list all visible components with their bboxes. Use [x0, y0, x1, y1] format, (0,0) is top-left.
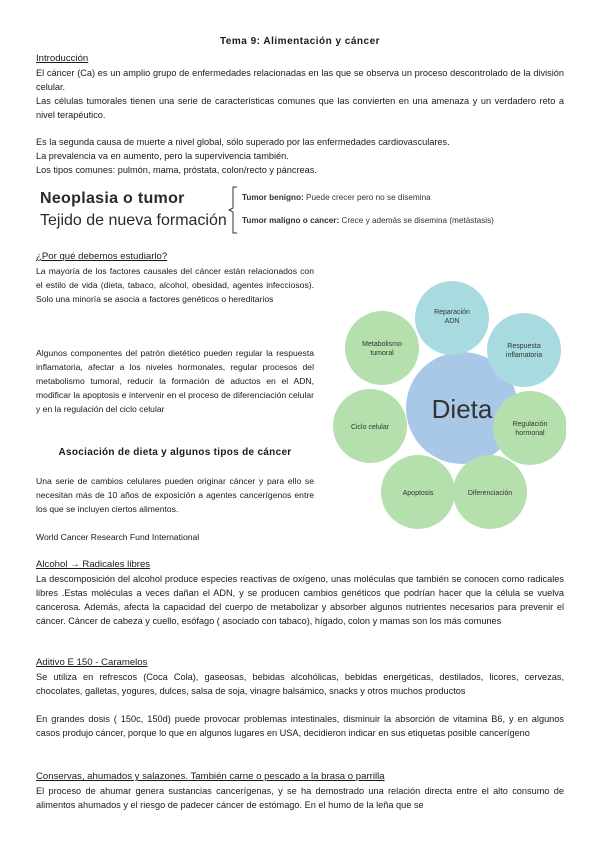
why-paragraph-2: Algunos componentes del patrón dietético pueden regular la respuesta inflamatoria, afectar a los niveles hormonales, regular procesos del metabolismo tumoral, reducir la formación de aductos en el ADN, modificar la apoptosis e intervenir en el proceso de diferenciación celular y en la regulación del ciclo celular [36, 348, 314, 414]
node-diferenciacion-label: Diferenciación [467, 490, 513, 497]
malign-label: Tumor maligno o cancer: [242, 216, 340, 225]
neoplasia-subtitle: Tejido de nueva formación [40, 212, 227, 229]
intro-paragraph-3: Es la segunda causa de muerte a nivel global, sólo superado por las enfermedades cardiovasculares. [36, 137, 450, 147]
benign-tumor-line [242, 193, 431, 202]
diagram-center-label: Dieta [431, 394, 493, 424]
aditivo-heading: Aditivo E 150 - Caramelos [36, 657, 148, 668]
intro-heading: Introducción [36, 53, 89, 64]
asoc-paragraph-2: World Cancer Research Fund International [36, 532, 200, 542]
why-paragraph-1: La mayoría de los factores causales del cáncer están relacionados con el estilo de vida (dieta, tabaco, alcohol, obesidad, agentes infecciosos). Solo una minoría se asocia a factores genéticos o hereditarios [36, 266, 314, 304]
intro-paragraph-2: Las células tumorales tienen una serie de características comunes que las convierten en una amenaza y un verdadero reto a nivel terapéutico. [36, 96, 564, 120]
malign-text: Crece y además se disemina (metástasis) [339, 216, 494, 225]
intro-paragraph-1: El cáncer (Ca) es un amplio grupo de enfermedades relacionadas en las que se observa un proceso descontrolado de la división celular. [36, 68, 564, 92]
alcohol-paragraph: La descomposición del alcohol produce especies reactivas de oxígeno, unas moléculas que también se conocen como radicales libres .Estas moléculas a veces dañan el ADN, y se producen cambios genéticos que podrían hacer que la célula se vuelva cancerosa. Además, afecta la capacidad del cuerpo de metabolizar y absorber algunos nutrientes necesarios para prevenir el cáncer. Cáncer de cabeza y cuello, esófago ( asociado con tabaco), hígado, colon y mamas son los más comunes [36, 574, 564, 626]
conservas-heading: Conservas, ahumados y salazones. También carne o pescado a la brasa o parrilla [36, 771, 385, 782]
node-metabolismo-circle [345, 311, 419, 385]
brace-icon [228, 186, 238, 234]
node-respuesta-circle [487, 313, 561, 387]
node-metabolismo-label: Metabolismo tumoral [362, 341, 402, 357]
benign-text: Puede crecer pero no se disemina [303, 193, 431, 202]
conservas-paragraph: El proceso de ahumar genera sustancias cancerígenas, y se ha demostrado una relación directa entre el alto consumo de alimentos ahumados y el riesgo de padecer cáncer de estómago. En el humo de la leña que se [36, 786, 564, 810]
page-title: Tema 9: Alimentación y cáncer [219, 36, 381, 47]
node-regulacion-label: Regulación hormonal [512, 421, 548, 437]
neoplasia-title: Neoplasia o tumor [40, 190, 185, 207]
node-apoptosis-label: Apoptosis [402, 490, 434, 497]
intro-paragraph-4: La prevalencia va en aumento, pero la supervivencia también. [36, 151, 289, 161]
node-respuesta-label: Respuesta inflamatoria [505, 343, 543, 359]
diet-diagram [326, 268, 566, 538]
asoc-paragraph-1: Una serie de cambios celulares pueden originar cáncer y para ello se necesitan más de 10 años de exposición a agentes cancerígenos entre los que se incluyen ciertos alimentos. [36, 476, 314, 514]
node-reparacion-label: Reparación ADN [434, 309, 470, 325]
asoc-heading: Asociación de dieta y algunos tipos de cáncer [58, 447, 292, 458]
aditivo-paragraph-2: En grandes dosis ( 150c, 150d) puede provocar problemas intestinales, disminuir la absorción de vitamina B6, y en algunos casos produjo cáncer, porque lo que en algunos lugares en USA, decidieron indicar en sus etiquetas posible cancerígeno [36, 714, 564, 738]
node-regulacion-circle [493, 391, 566, 465]
intro-paragraph-5: Los tipos comunes: pulmón, mama, próstata, colon/recto y páncreas. [36, 165, 317, 175]
node-ciclo-label: Ciclo celular [350, 424, 390, 431]
why-heading: ¿Por qué debemos estudiarlo? [36, 251, 168, 262]
benign-label: Tumor benigno: [242, 193, 304, 202]
aditivo-paragraph-1: Se utiliza en refrescos (Coca Cola), gaseosas, bebidas alcohólicas, bebidas energéticas, destilados, licores, cervezas, chocolates, galletas, yogures, dulces, salsa de soja, vinagre balsámico, snacks y otros muchos productos [36, 672, 564, 696]
malign-tumor-line [242, 216, 494, 225]
alcohol-heading: Alcohol → Radicales libres [36, 559, 151, 570]
